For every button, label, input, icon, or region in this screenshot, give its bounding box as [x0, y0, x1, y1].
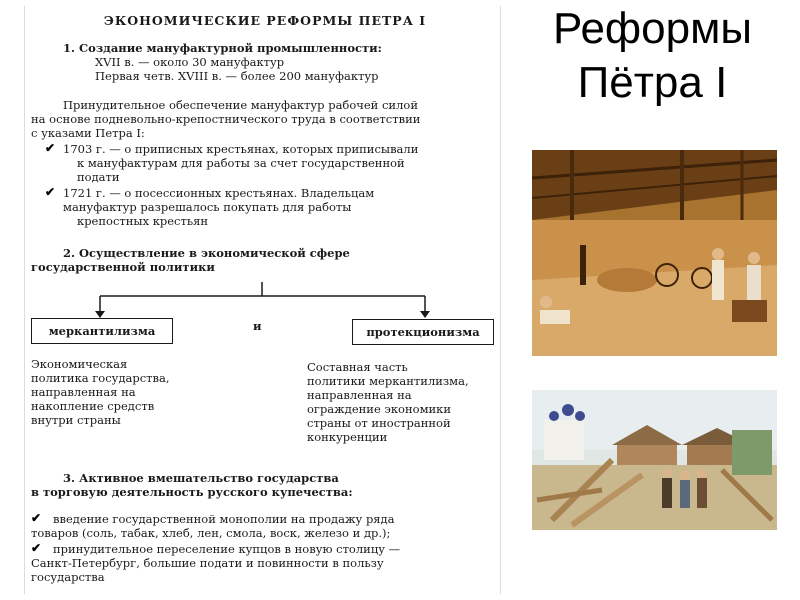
mercantilism-desc-1: Экономическая — [31, 357, 128, 371]
protectionism-desc-5: страны от иностранной — [307, 416, 451, 430]
section3-heading-line1: 3. Активное вмешательство государства — [63, 471, 339, 485]
bullet1b-line2: мануфактур разрешалось покупать для работы — [63, 200, 352, 214]
para-line2: на основе подневольно-крепостнического труда в соответствии — [31, 112, 421, 126]
bullet1b-line1: 1721 г. — о посессионных крестьянах. Владельцам — [63, 186, 375, 200]
protectionism-desc-2: политики меркантилизма, — [307, 374, 469, 388]
bullet1a-line2: к мануфактурам для работы за счет государственной — [77, 156, 405, 170]
mercantilism-desc-3: направленная на — [31, 385, 136, 399]
mercantilism-desc-5: внутри страны — [31, 413, 121, 427]
checkmark-icon: ✔ — [45, 185, 56, 199]
manufactory-painting — [532, 150, 777, 356]
village-painting — [532, 390, 777, 530]
slide-title-line1: Реформы — [553, 4, 752, 53]
para-line1: Принудительное обеспечение мануфактур рабочей силой — [63, 98, 418, 112]
para-line3: с указами Петра I: — [31, 126, 145, 140]
conjunction: и — [253, 319, 262, 333]
protectionism-box: протекционизма — [352, 319, 494, 345]
mercantilism-box: меркантилизма — [31, 318, 173, 344]
slide-title — [515, 2, 790, 110]
slide-title-line2: Пётра I — [577, 58, 728, 107]
protectionism-desc-4: ограждение экономики — [307, 402, 452, 416]
reform-document — [24, 6, 501, 594]
bullet1b-line3: крепостных крестьян — [77, 214, 209, 228]
section1-heading: 1. Создание мануфактурной промышленности: — [63, 41, 382, 55]
bullet3a-line1: введение государственной монополии на продажу ряда — [53, 512, 395, 526]
mercantilism-desc-2: политика государства, — [31, 371, 170, 385]
bullet1a-line3: подати — [77, 170, 120, 184]
checkmark-icon: ✔ — [31, 511, 42, 525]
bullet3b-line2: Санкт-Петербург, большие подати и повинности в пользу — [31, 556, 384, 570]
bullet3a-line2: товаров (соль, табак, хлеб, лен, смола, воск, железо и др.); — [31, 526, 391, 540]
branch-connector — [25, 278, 500, 323]
section3-heading-line2: в торговую деятельность русского купечества: — [31, 485, 353, 499]
bullet3b-line1: принудительное переселение купцов в новую столицу — — [53, 542, 401, 556]
section1-line2: Первая четв. XVIII в. — более 200 мануфактур — [95, 69, 379, 83]
bullet1a-line1: 1703 г. — о приписных крестьянах, которых приписывали — [63, 142, 419, 156]
section2-heading-line2: государственной политики — [31, 260, 215, 274]
protectionism-desc-1: Составная часть — [307, 360, 408, 374]
bullet3b-line3: государства — [31, 570, 105, 584]
mercantilism-desc-4: накопление средств — [31, 399, 155, 413]
checkmark-icon: ✔ — [45, 141, 56, 155]
protectionism-desc-3: направленная на — [307, 388, 412, 402]
protectionism-desc-6: конкуренции — [307, 430, 388, 444]
document-title: ЭКОНОМИЧЕСКИЕ РЕФОРМЫ ПЕТРА I — [103, 13, 427, 28]
section2-heading-line1: 2. Осуществление в экономической сфере — [63, 246, 350, 260]
section1-line1: XVII в. — около 30 мануфактур — [95, 55, 285, 69]
checkmark-icon: ✔ — [31, 541, 42, 555]
